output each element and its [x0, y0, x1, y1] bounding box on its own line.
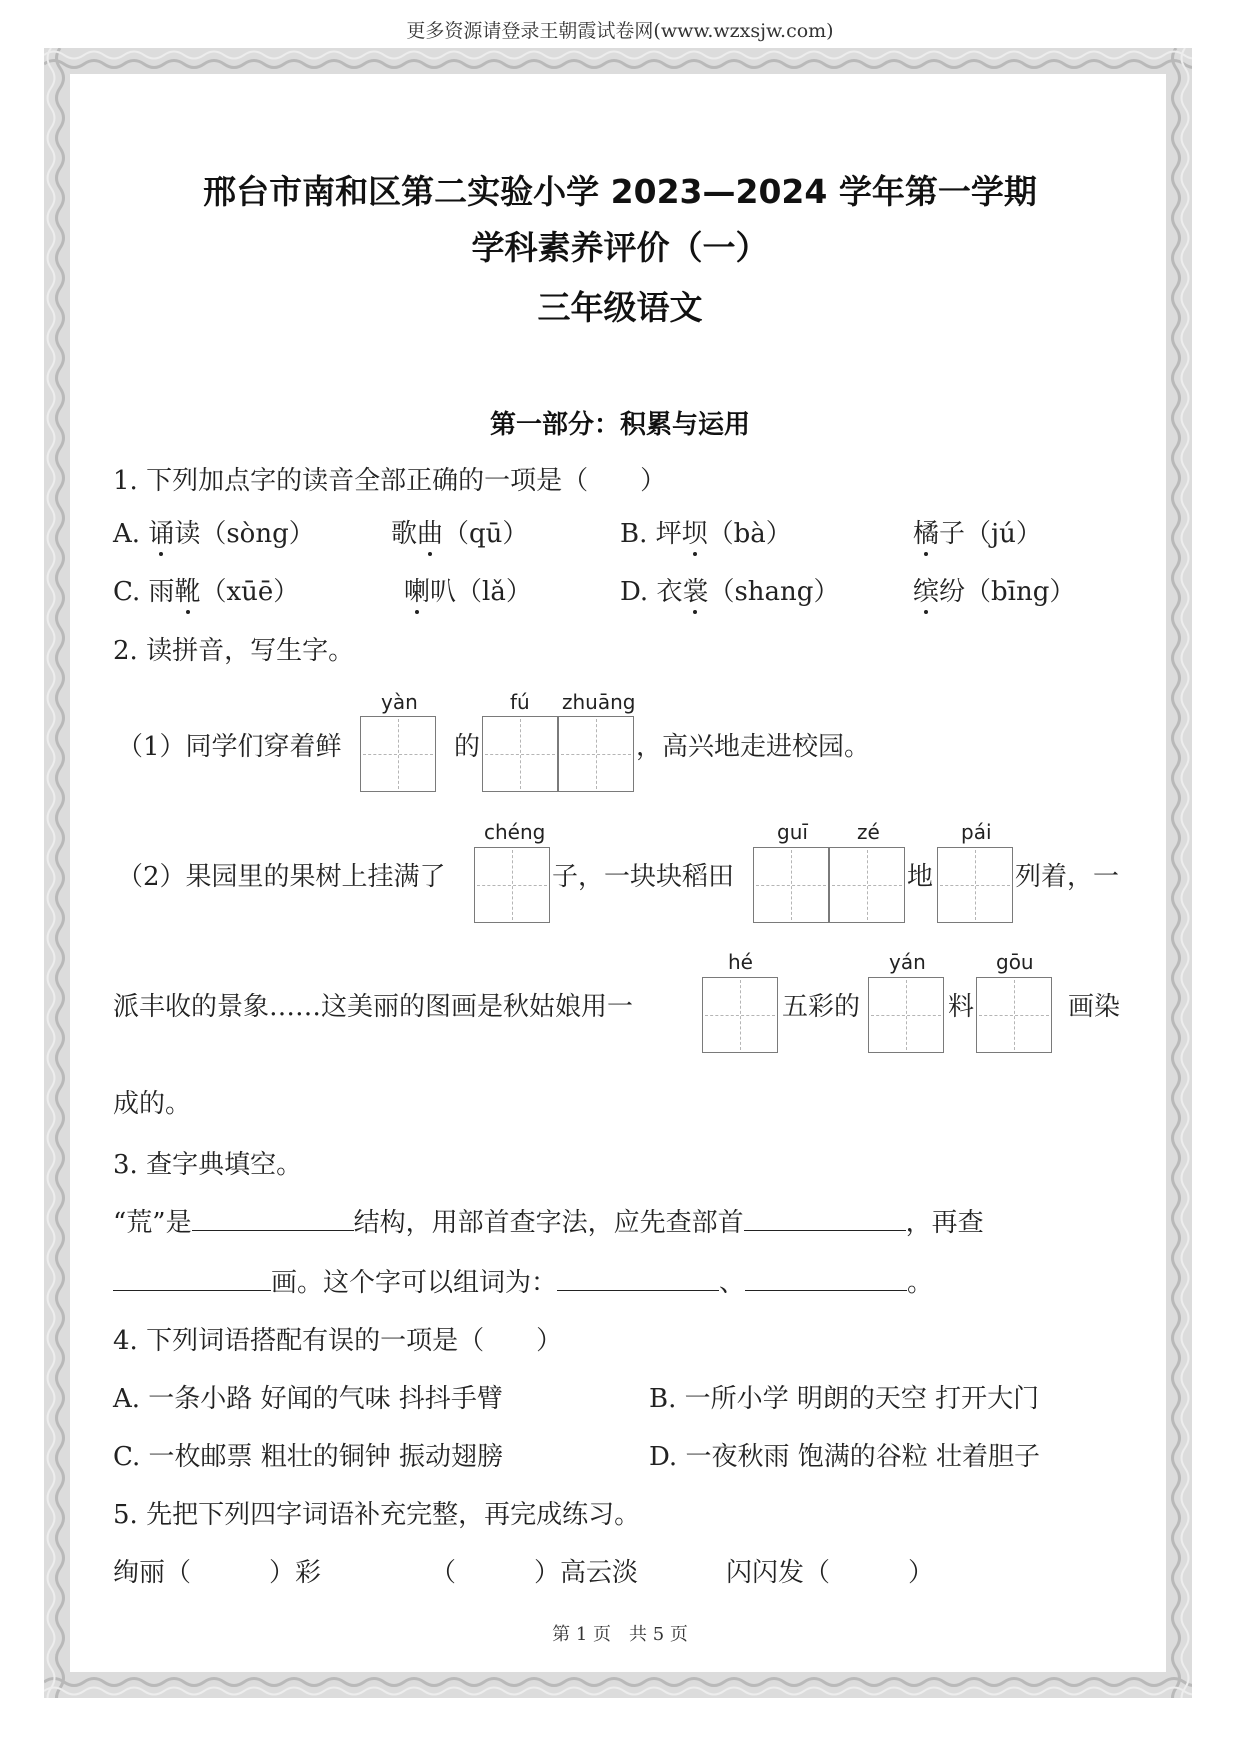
q4-option-b: B. 一所小学 明朗的天空 打开大门 — [649, 1384, 1040, 1414]
q2-s1-text-a: （1）同学们穿着鲜 — [117, 732, 342, 762]
blank-word-2[interactable] — [745, 1268, 907, 1291]
pinyin-yan-2: yán — [889, 950, 926, 974]
q1-option-b1: B. 坪坝（bà） — [620, 513, 792, 550]
q4-option-a: A. 一条小路 好闻的气味 抖抖手臂 — [113, 1384, 503, 1414]
q2-stem: 2. 读拼音，写生字。 — [113, 636, 355, 666]
q1-option-d2: 缤纷（bīng） — [913, 571, 1075, 608]
char-grid-yan-2[interactable] — [868, 977, 944, 1053]
q5-stem: 5. 先把下列四字词语补充完整，再完成练习。 — [113, 1500, 641, 1530]
pinyin-zhuang: zhuāng — [562, 690, 636, 714]
char-grid-cheng[interactable] — [474, 847, 550, 923]
char-grid-ze[interactable] — [829, 847, 905, 923]
section-1-title: 第一部分：积累与运用 — [489, 410, 750, 440]
q4-option-c: C. 一枚邮票 粗壮的铜钟 振动翅膀 — [113, 1442, 504, 1472]
q3-stem: 3. 查字典填空。 — [113, 1150, 303, 1180]
q4-option-d: D. 一夜秋雨 饱满的谷粒 壮着胆子 — [649, 1442, 1040, 1472]
q2-s3-text-d: 画染 — [1068, 992, 1121, 1022]
q2-s4-text: 成的。 — [113, 1089, 192, 1119]
q5-word-3: 闪闪发（ ） — [726, 1558, 935, 1588]
q3-line-1: “荒”是 结构，用部首查字法，应先查部首 ，再查 — [113, 1208, 984, 1238]
q2-s2-text-b: 子，一块块稻田 — [552, 862, 735, 892]
pinyin-cheng: chéng — [484, 820, 546, 844]
pinyin-fu: fú — [510, 690, 530, 714]
pinyin-ze: zé — [857, 820, 880, 844]
blank-word-1[interactable] — [557, 1268, 719, 1291]
q1-option-b2: 橘子（jú） — [913, 513, 1042, 550]
q2-s2-text-c: 地 — [907, 862, 934, 892]
q3-line-2: 画。这个字可以组词为： 、 。 — [113, 1262, 933, 1299]
char-grid-pai[interactable] — [937, 847, 1013, 923]
page-footer: 第 1 页 共 5 页 — [552, 1624, 688, 1645]
blank-structure[interactable] — [192, 1208, 354, 1231]
q4-stem: 4. 下列词语搭配有误的一项是（ ） — [113, 1326, 563, 1356]
q2-s2-text-a: （2）果园里的果树上挂满了 — [117, 862, 446, 892]
char-grid-gui[interactable] — [753, 847, 829, 923]
blank-radical[interactable] — [744, 1208, 906, 1231]
q5-word-2: （ ）高云淡 — [430, 1558, 639, 1588]
q1-option-d1: D. 衣裳（shang） — [620, 571, 839, 608]
q1-option-a1: A. 诵读（sòng） — [113, 513, 315, 550]
char-grid-he[interactable] — [702, 977, 778, 1053]
q2-s3-text-b: 五彩的 — [782, 992, 861, 1022]
title-line-3: 三年级语文 — [537, 288, 703, 327]
q1-stem: 1. 下列加点字的读音全部正确的一项是（ ） — [113, 466, 667, 496]
char-grid-yan-1[interactable] — [360, 716, 436, 792]
q2-s1-text-b: 的 — [454, 732, 481, 762]
q2-s1-text-c: ，高兴地走进校园。 — [636, 732, 871, 762]
q5-word-1: 绚丽（ ）彩 — [113, 1558, 322, 1588]
q1-option-c2: 喇叭（lǎ） — [404, 571, 532, 608]
q1-option-a2: 歌曲（qū） — [391, 513, 528, 550]
title-line-2: 学科素养评价（一） — [471, 228, 769, 267]
char-grid-fu[interactable] — [482, 716, 558, 792]
char-grid-gou[interactable] — [976, 977, 1052, 1053]
q2-s2-text-d: 列着，一 — [1015, 862, 1120, 892]
q2-s3-text-c: 料 — [948, 992, 975, 1022]
char-grid-zhuang[interactable] — [558, 716, 634, 792]
blank-strokes[interactable] — [113, 1268, 271, 1291]
pinyin-he: hé — [728, 950, 753, 974]
pinyin-gui: guī — [777, 820, 808, 844]
header-note: 更多资源请登录王朝霞试卷网(www.wzxsjw.com) — [406, 20, 834, 42]
pinyin-gou: gōu — [996, 950, 1034, 974]
q2-s3-text-a: 派丰收的景象……这美丽的图画是秋姑娘用一 — [113, 992, 634, 1022]
title-line-1: 邢台市南和区第二实验小学 2023—2024 学年第一学期 — [203, 172, 1037, 211]
pinyin-yan-1: yàn — [381, 690, 418, 714]
q1-option-c1: C. 雨靴（xūē） — [113, 571, 299, 608]
pinyin-pai: pái — [961, 820, 992, 844]
